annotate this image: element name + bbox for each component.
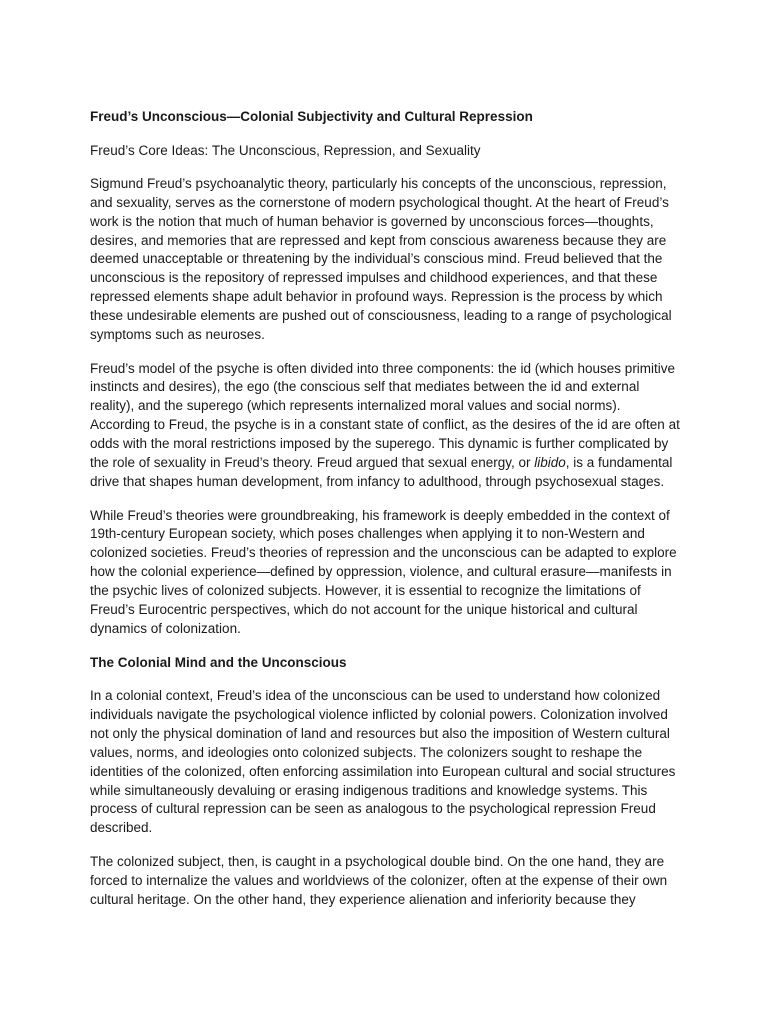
section-heading-colonial-mind: The Colonial Mind and the Unconscious bbox=[90, 655, 347, 671]
document-subtitle: Freud’s Core Ideas: The Unconscious, Repression, and Sexuality bbox=[90, 143, 481, 158]
document-page bbox=[90, 107, 682, 925]
paragraph-colonial-context: In a colonial context, Freud’s idea of the unconscious can be used to understand how colonized individuals navigate the psychological violence inflicted by colonial powers. Colonization involved not only the physical domination of land and resources but also the imposition of Western cultural values, norms, and ideologies onto colonized subjects. The colonizers sought to reshape the identities of the colonized, often enforcing assimilation into European cultural and social structures while simultaneously devaluing or erasing indigenous traditions and knowledge systems. This process of cultural repression can be seen as analogous to the psychological repression Freud described. bbox=[90, 688, 676, 836]
paragraph-psyche-model-text-a: Freud’s model of the psyche is often divided into three components: the id (which houses primitive instincts and desires), the ego (the conscious self that mediates between the id and external reality), and the superego (which represents internalized moral values and social norms). According to Freud, the psyche is in a constant state of conflict, as the desires of the id are often at odds with the moral restrictions imposed by the superego. This dynamic is further complicated by the role of sexuality in Freud’s theory. Freud argued that sexual energy, or bbox=[90, 360, 680, 470]
paragraph-psyche-model-text-b: , is a fundamental drive that shapes human development, from infancy to adulthood, through psychosexual stages. bbox=[90, 454, 673, 489]
paragraph-limitations: While Freud’s theories were groundbreaking, his framework is deeply embedded in the context of 19th-century European society, which poses challenges when applying it to non-Western and colonized societies. Freud’s theories of repression and the unconscious can be adapted to explore how the colonial experience—defined by oppression, violence, and cultural erasure—manifests in the psychic lives of colonized subjects. However, it is essential to recognize the limitations of Freud’s Eurocentric perspectives, which do not account for the unique historical and cultural dynamics of colonization. bbox=[90, 507, 677, 636]
paragraph-freud-theory: Sigmund Freud’s psychoanalytic theory, particularly his concepts of the unconscious, repression, and sexuality, serves as the cornerstone of modern psychological thought. At the heart of Freud’s work is the notion that much of human behavior is governed by unconscious forces—thoughts, desires, and memories that are repressed and kept from conscious awareness because they are deemed unacceptable or threatening by the individual’s conscious mind. Freud believed that the unconscious is the repository of repressed impulses and childhood experiences, and that these repressed elements shape adult behavior in profound ways. Repression is the process by which these undesirable elements are pushed out of consciousness, leading to a range of psychological symptoms such as neuroses. bbox=[90, 176, 672, 342]
document-title: Freud’s Unconscious—Colonial Subjectivity and Cultural Repression bbox=[90, 109, 533, 124]
paragraph-double-bind: The colonized subject, then, is caught in a psychological double bind. On the one hand, they are forced to internalize the values and worldviews of the colonizer, often at the expense of their own cultural heritage. On the other hand, they experience alienation and inferiority because they bbox=[90, 854, 668, 907]
paragraph-psyche-model bbox=[90, 360, 682, 492]
libido-term: libido bbox=[534, 454, 566, 470]
